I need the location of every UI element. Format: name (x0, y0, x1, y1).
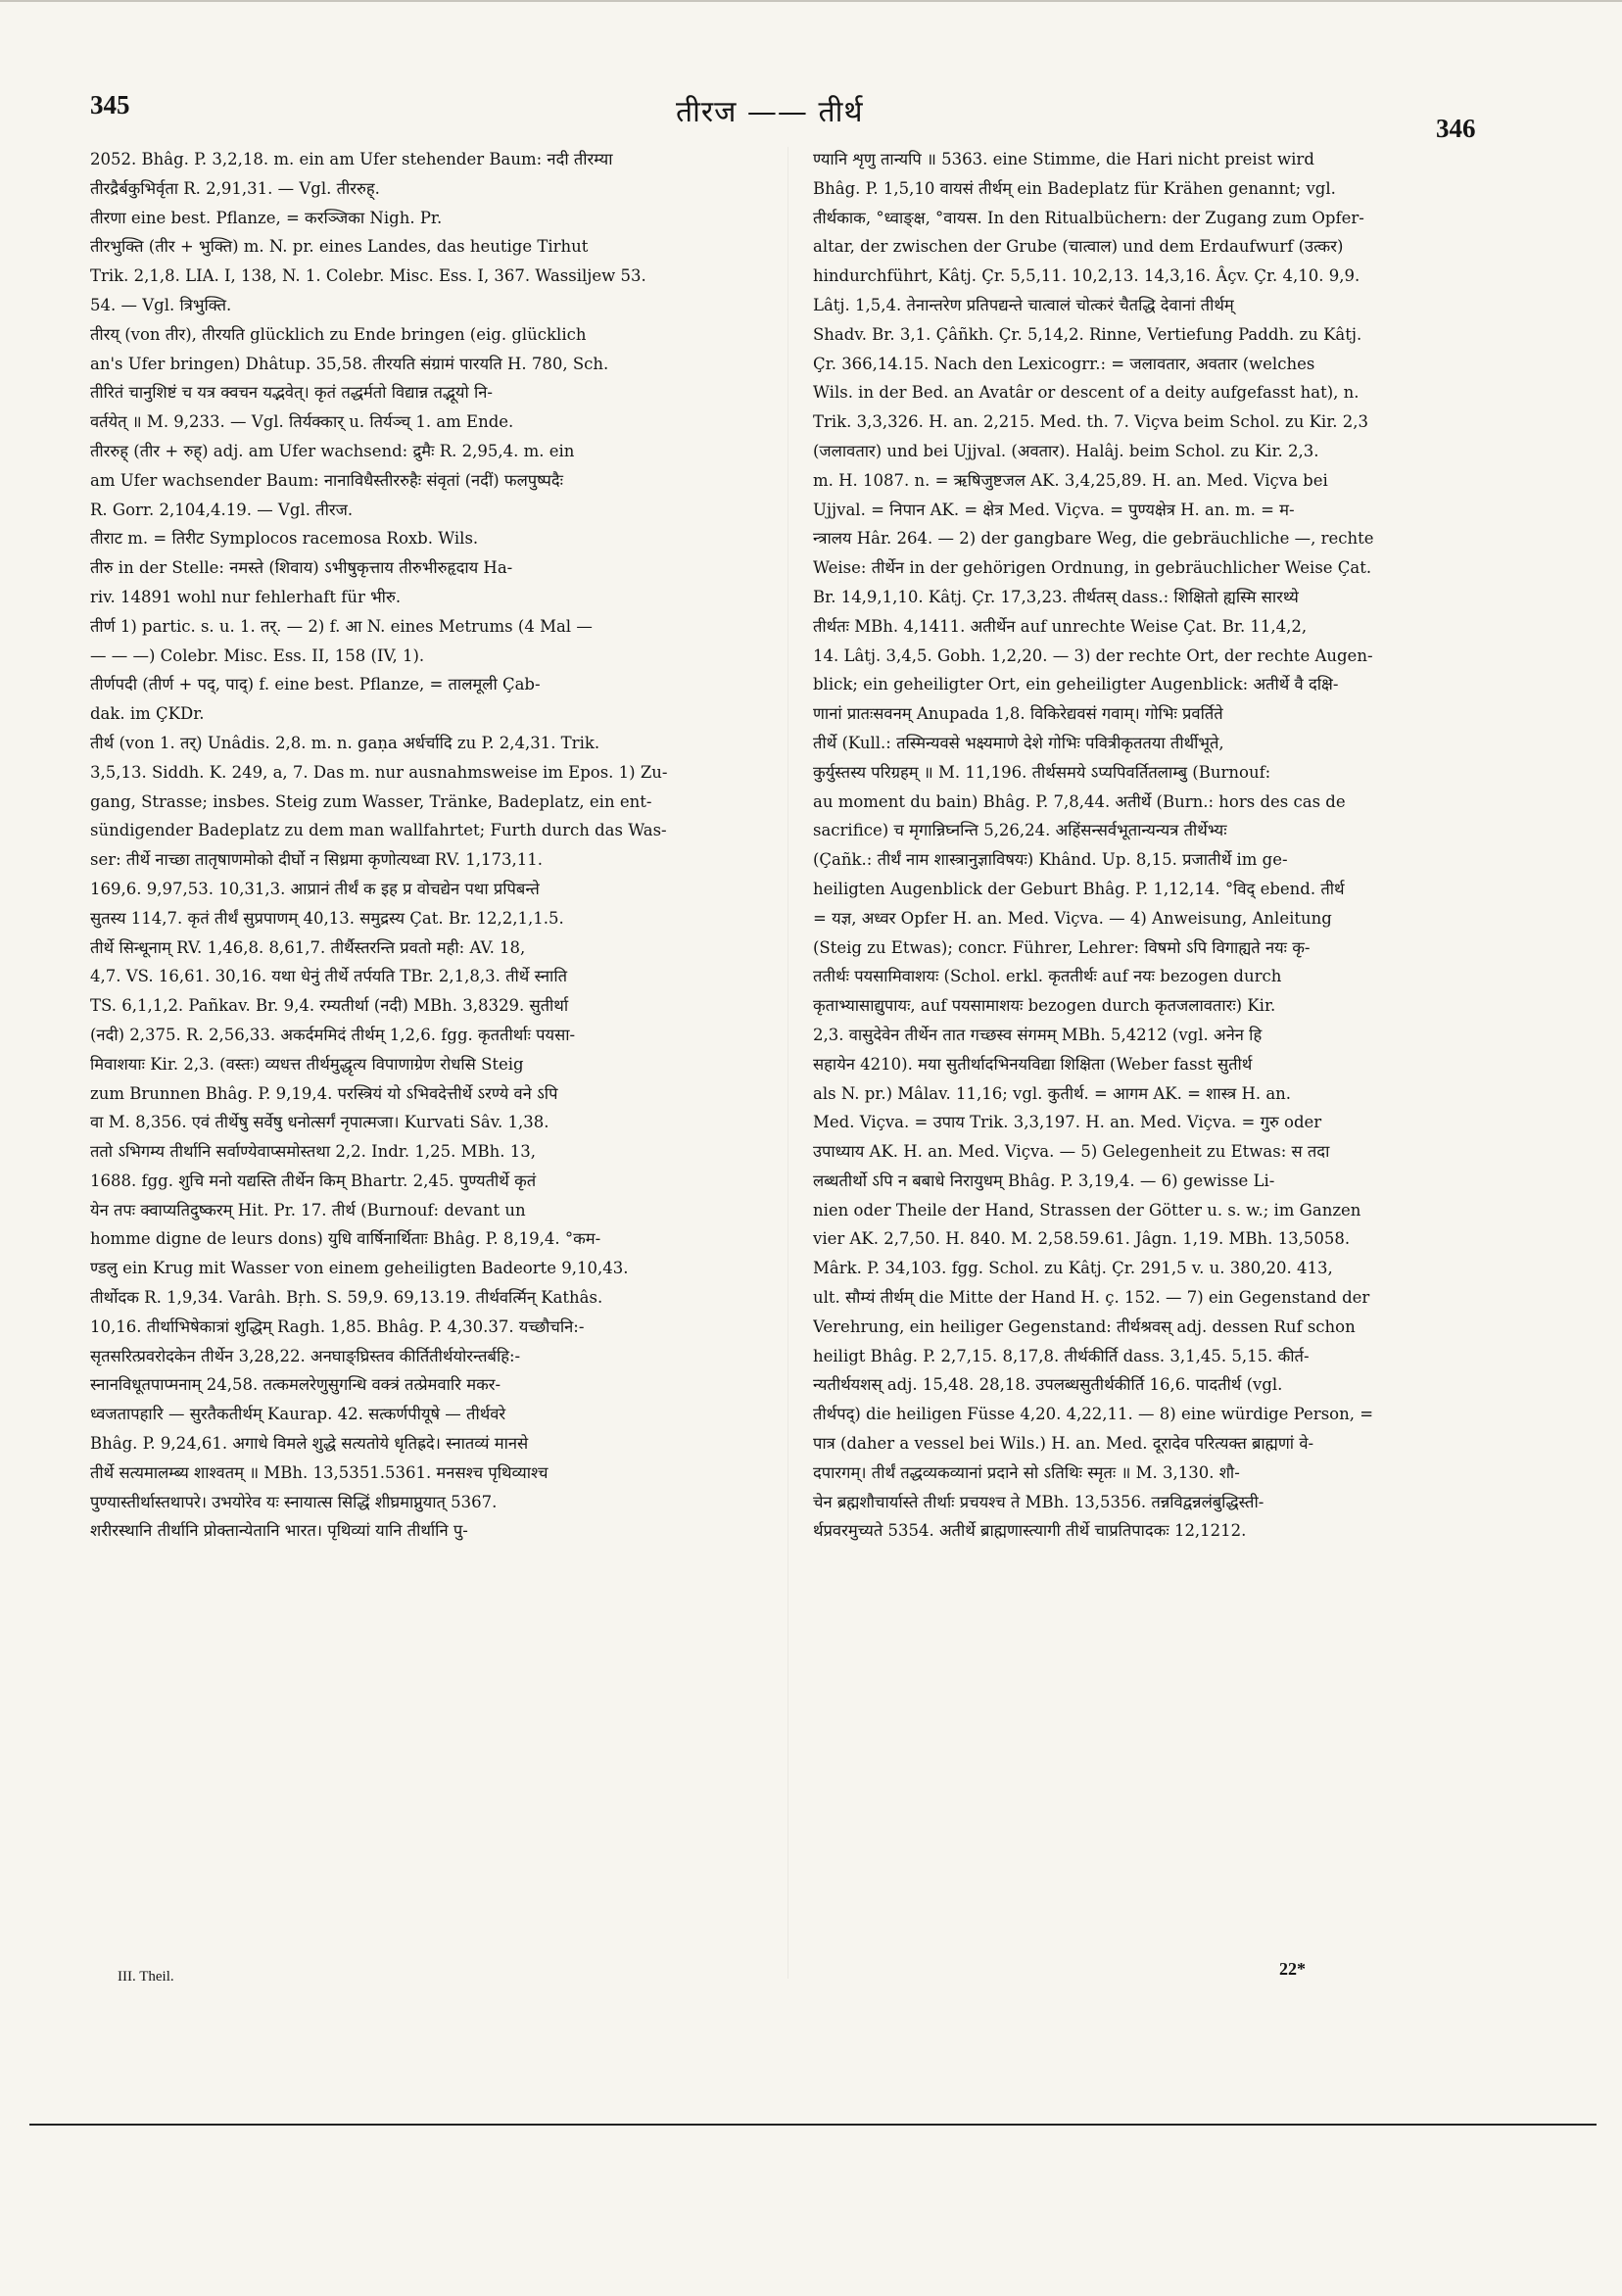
page-number-left: 345 (90, 90, 130, 120)
text-line: Trik. 3,3,326. H. an. 2,215. Med. th. 7. Viçva beim Schol. zu Kir. 2,3 (813, 412, 1369, 432)
text-line: वा M. 8,356. एवं तीर्थेषु सर्वेषु धनोत्सर्गं नृपात्मजा। Kurvati Sâv. 1,38. (90, 1113, 549, 1132)
text-line: Weise: तीर्थेन in der gehörigen Ordnung, in gebräuchlicher Weise Çat. (813, 558, 1372, 578)
text-line: m. H. 1087. n. = ऋषिजुष्टजल AK. 3,4,25,89. H. an. Med. Viçva bei (813, 470, 1328, 490)
text-line: Çr. 366,14.15. Nach den Lexicogrr.: = जलावतार, अवतार (welches (813, 354, 1315, 373)
text-line: Trik. 2,1,8. LIA. I, 138, N. 1. Colebr. Misc. Ess. I, 367. Wassiljew 53. (90, 266, 646, 286)
text-line: येन तपः क्वाप्यतिदुष्करम् Hit. Pr. 17. तीर्थ (Burnouf: devant un (90, 1200, 526, 1220)
text-line: Shadv. Br. 3,1. Çâñkh. Çr. 5,14,2. Rinne, Vertiefung Paddh. zu Kâtj. (813, 324, 1362, 344)
text-line: vier AK. 2,7,50. H. 840. M. 2,58.59.61. Jâgn. 1,19. MBh. 13,5058. (813, 1229, 1351, 1249)
text-line: ण्यानि शृणु तान्यपि ॥ 5363. eine Stimme, die Hari nicht preist wird (813, 150, 1314, 168)
text-line: blick; ein geheiligter Ort, ein geheiligter Augenblick: अतीर्थे वै दक्षि- (813, 675, 1339, 694)
text-line: णानां प्रातःसवनम् Anupada 1,8. विकिरेद्यवसं गवाम्। गोभिः प्रवर्तिते (813, 704, 1223, 724)
text-line: सृतसरित्प्रवरोदकेन तीर्थेन 3,28,22. अनघाङ्घ्रिस्तव कीर्तितीर्थयोरन्तर्बहि:- (90, 1346, 521, 1365)
text-line: शरीरस्थानि तीर्थानि प्रोक्तान्येतानि भारत। पृथिव्यां यानि तीर्थानि पु- (90, 1521, 468, 1541)
text-line: Ujjval. = निपान AK. = क्षेत्र Med. Viçva. = पुण्यक्षेत्र H. an. m. = म- (813, 500, 1295, 519)
text-line: न्यतीर्थयशस् adj. 15,48. 28,18. उपलब्धसुतीर्थकीर्ति 16,6. पादतीर्थ (vgl. (813, 1375, 1283, 1395)
text-line: — — —) Colebr. Misc. Ess. II, 158 (IV, 1). (90, 646, 425, 665)
text-line: R. Gorr. 2,104,4.19. — Vgl. तीरज. (90, 500, 354, 519)
text-line: पात्र (daher a vessel bei Wils.) H. an. Med. दूरादेव परित्यक्त ब्राह्मणां वे- (813, 1434, 1314, 1454)
text-line: कृताभ्यासाद्युपायः, auf पयसामाशयः bezogen durch कृतजलावतारः) Kir. (813, 996, 1276, 1016)
text-line: न्त्रालय Hâr. 264. — 2) der gangbare Weg, die gebräuchliche —, rechte (813, 529, 1374, 549)
text-line: nien oder Theile der Hand, Strassen der Götter u. s. w.; im Ganzen (813, 1200, 1361, 1220)
text-line: ततीर्थः पयसामिवाशयः (Schol. erkl. कृततीर्थः auf नयः bezogen durch (813, 967, 1282, 986)
text-line: तीर्थतः MBh. 4,1411. अतीर्थेन auf unrechte Weise Çat. Br. 11,4,2, (813, 616, 1308, 636)
text-line: dak. im ÇKDr. (90, 704, 205, 724)
text-line: तीरय् (von तीर), तीरयति glücklich zu Ende bringen (eig. glücklich (90, 324, 587, 344)
text-line: तीररुह् (तीर + रुह्) adj. am Ufer wachsend: द्रुमैः R. 2,95,4. m. ein (90, 441, 575, 460)
text-line: तीर्थोदक R. 1,9,34. Varâh. Bṛh. S. 59,9. 69,13.19. तीर्थवर्त्मिन् Kathâs. (90, 1288, 603, 1308)
text-line: (Steig zu Etwas); concr. Führer, Lehrer: विषमो ऽपि विगाह्यते नयः कृ- (813, 937, 1311, 957)
text-line: 10,16. तीर्थाभिषेकात्रां शुद्धिम् Ragh. 1,85. Bhâg. P. 4,30.37. यच्छौचनि:- (90, 1316, 585, 1336)
text-line: तीरभुक्ति (तीर + भुक्ति) m. N. pr. eines Landes, das heutige Tirhut (90, 237, 589, 257)
text-line: homme digne de leurs dons) युधि वार्षिनार्थिताः Bhâg. P. 8,19,4. °कम- (90, 1229, 601, 1249)
text-line: तीरणा eine best. Pflanze, = करञ्जिका Nigh. Pr. (90, 208, 443, 227)
text-line: ध्वजतापहारि — सुरतैकतीर्थम् Kaurap. 42. सत्कर्णपीयूषे — तीर्थवरे (90, 1405, 506, 1424)
page-header (0, 0, 1622, 147)
text-line: am Ufer wachsender Baum: नानाविधैस्तीररुहैः संवृतां (नदीं) फलपुष्पदैः (90, 470, 563, 490)
text-line: स्नानविधूतपाप्मनाम् 24,58. तत्कमलरेणुसुगन्धि वक्त्रं तत्प्रेमवारि मकर- (90, 1375, 501, 1395)
text-line: तीर्थकाक, °ध्वाङ्क्ष, °वायस. In den Ritualbüchern: der Zugang zum Opfer- (813, 208, 1364, 227)
left-column (90, 145, 756, 2006)
text-line: Verehrung, ein heiliger Gegenstand: तीर्थश्रवस् adj. dessen Ruf schon (813, 1316, 1356, 1336)
text-line: तीर्थे सिन्धूनाम् RV. 1,46,8. 8,61,7. तीर्थैस्तरन्ति प्रवतो मही: AV. 18, (90, 937, 526, 957)
text-line: au moment du bain) Bhâg. P. 7,8,44. अतीर्थे (Burn.: hors des cas de (813, 791, 1346, 811)
text-line: ser: तीर्थे नाच्छा तातृषाणमोको दीर्घो न सिध्रमा कृणोत्यध्वा RV. 1,173,11. (90, 850, 544, 870)
text-line: तीर्णपदी (तीर्ण + पद्, पाद्) f. eine best. Pflanze, = तालमूली Çab- (90, 675, 541, 694)
text-line: riv. 14891 wohl nur fehlerhaft für भीरु. (90, 587, 402, 606)
text-line: = यज्ञ, अध्वर Opfer H. an. Med. Viçva. — 4) Anweisung, Anleitung (813, 908, 1332, 928)
text-line: 1688. fgg. शुचि मनो यद्यस्ति तीर्थेन किम् Bhartr. 2,45. पुण्यतीर्थे कृतं (90, 1171, 537, 1190)
text-line: 3,5,13. Siddh. K. 249, a, 7. Das m. nur ausnahmsweise im Epos. 1) Zu- (90, 762, 668, 782)
text-line: (नदी) 2,375. R. 2,56,33. अकर्दममिदं तीर्थम् 1,2,6. fgg. कृततीर्थाः पयसा- (90, 1025, 576, 1044)
right-column (813, 145, 1489, 2006)
text-line: an's Ufer bringen) Dhâtup. 35,58. तीरयति संग्रामं पारयति H. 780, Sch. (90, 354, 609, 373)
text-line: तीर्थपद्) die heiligen Füsse 4,20. 4,22,11. — 8) eine würdige Person, = (813, 1405, 1374, 1424)
text-line: 2,3. वासुदेवेन तीर्थेन तात गच्छस्व संगमम् MBh. 5,4212 (vgl. अनेन हि (813, 1025, 1263, 1044)
text-line: ण्डलु ein Krug mit Wasser von einem geheiligten Badeorte 9,10,43. (90, 1259, 629, 1278)
text-line: 2052. Bhâg. P. 3,2,18. m. ein am Ufer stehender Baum: नदी तीरम्या (90, 150, 613, 168)
text-line: सुतस्य 114,7. कृतं तीर्थं सुप्रपाणम् 40,13. समुद्रस्य Çat. Br. 12,2,1,1.5. (90, 908, 564, 928)
text-line: तीर्ण 1) partic. s. u. 1. तर्. — 2) f. आ N. eines Metrums (4 Mal — (90, 616, 593, 636)
text-line: Lâtj. 1,5,4. तेनान्तरेण प्रतिपद्यन्ते चात्वालं चोत्करं चैतद्धि देवानां तीर्थम् (813, 295, 1234, 314)
text-line: ततो ऽभिगम्य तीर्थानि सर्वाण्येवाप्समोस्तथा 2,2. Indr. 1,25. MBh. 13, (90, 1142, 536, 1162)
text-line: gang, Strasse; insbes. Steig zum Wasser, Tränke, Badeplatz, ein ent- (90, 791, 652, 811)
text-line: 54. — Vgl. त्रिभुक्ति. (90, 295, 232, 314)
text-line: वर्तयेत् ॥ M. 9,233. — Vgl. तिर्यक्कार् u. तिर्यञ्च् 1. am Ende. (90, 412, 514, 432)
text-line: दपारगम्। तीर्थं तद्धव्यकव्यानां प्रदाने सो ऽतिथिः स्मृतः ॥ M. 3,130. शौ- (813, 1462, 1240, 1482)
text-line: Wils. in der Bed. an Avatâr or descent of a deity aufgefasst hat), n. (813, 383, 1360, 403)
running-title: तीरज —— तीर्थ (676, 95, 864, 129)
text-line: कुर्युस्तस्य परिग्रहम् ॥ M. 11,196. तीर्थसमये ऽप्यपिवर्तितलाम्बु (Burnouf: (813, 762, 1271, 782)
text-line: उपाध्याय AK. H. an. Med. Viçva. — 5) Gelegenheit zu Etwas: स तदा (813, 1142, 1330, 1162)
text-line: तीराट m. = तिरीट Symplocos racemosa Roxb. Wils. (90, 529, 479, 549)
text-line: altar, der zwischen der Grube (चात्वाल) und dem Erdaufwurf (उत्कर) (813, 237, 1344, 257)
sheet-signature: 22* (1279, 1959, 1306, 1979)
text-line: लब्धतीर्थो ऽपि न बबाधे निरायुधम् Bhâg. P. 3,19,4. — 6) gewisse Li- (813, 1171, 1275, 1190)
text-line: (Çañk.: तीर्थं नाम शास्त्रानुज्ञाविषयः) Khând. Up. 8,15. प्रजातीर्थे im ge- (813, 850, 1288, 870)
text-line: sacrifice) च मृगान्निघ्नन्ति 5,26,24. अहिंसन्सर्वभूतान्यन्यत्र तीर्थेभ्यः (813, 821, 1227, 840)
text-line: तीर्थे सत्यमालम्ब्य शाश्वतम् ॥ MBh. 13,5351.5361. मनसश्च पृथिव्याश्च (90, 1462, 549, 1482)
text-line: TS. 6,1,1,2. Pañkav. Br. 9,4. रम्यतीर्था (नदी) MBh. 3,8329. सुतीर्था (90, 996, 569, 1016)
text-line: zum Brunnen Bhâg. P. 9,19,4. परस्त्रियं यो ऽभिवदेत्तीर्थे ऽरण्ये वने ऽपि (90, 1083, 558, 1103)
text-line: heiligten Augenblick der Geburt Bhâg. P. 1,12,14. °विद् ebend. तीर्थ (813, 879, 1345, 898)
text-line: Br. 14,9,1,10. Kâtj. Çr. 17,3,23. तीर्थतस् dass.: शिक्षितो ह्यस्मि सारथ्ये (813, 587, 1299, 606)
text-line: Mârk. P. 34,103. fgg. Schol. zu Kâtj. Çr. 291,5 v. u. 380,20. 413, (813, 1259, 1333, 1278)
text-line: चेन ब्रह्मशौचार्यास्ते तीर्थाः प्रचयश्च ते MBh. 13,5356. तन्नविद्वन्नलंबुद्धिस्ती- (813, 1492, 1264, 1511)
page-number-right: 346 (1436, 114, 1476, 143)
text-line: सहायेन 4210). मया सुतीर्थादभिनयविद्या शिक्षिता (Weber fasst सुतीर्थ (813, 1054, 1253, 1074)
text-line: तीरु in der Stelle: नमस्ते (शिवाय) ऽभीषुकृत्ताय तीरुभीरुहृदाय Ha- (90, 558, 513, 578)
text-line: 14. Lâtj. 3,4,5. Gobh. 1,2,20. — 3) der rechte Ort, der rechte Augen- (813, 646, 1373, 665)
column-gutter (787, 147, 788, 1979)
text-line: sündigender Badeplatz zu dem man wallfahrtet; Furth durch das Was- (90, 821, 667, 840)
text-line: तीर्थे (Kull.: तस्मिन्यवसे भक्ष्यमाणे देशे गोभिः पवित्रीकृततया तीर्थीभूते, (813, 733, 1224, 752)
bottom-rule (29, 2124, 1597, 2126)
text-line: als N. pr.) Mâlav. 11,16; vgl. कुतीर्थ. = आगम AK. = शास्त्र H. an. (813, 1083, 1292, 1103)
text-line: Bhâg. P. 1,5,10 वायसं तीर्थम् ein Badeplatz für Krähen genannt; vgl. (813, 178, 1336, 198)
text-line: Bhâg. P. 9,24,61. अगाधे विमले शुद्धे सत्यतोये धृतिह्रदे। स्नातव्यं मानसे (90, 1434, 529, 1454)
text-line: र्थप्रवरमुच्यते 5354. अतीर्थे ब्राह्मणास्त्यागी तीर्थे चाप्रतिपादकः 12,1212. (813, 1521, 1247, 1541)
text-line: मिवाशयाः Kir. 2,3. (वस्तः) व्यधत्त तीर्थमुद्धृत्य विपाणाग्रेण रोधसि Steig (90, 1054, 524, 1074)
text-line: Med. Viçva. = उपाय Trik. 3,3,197. H. an. Med. Viçva. = गुरु oder (813, 1113, 1322, 1132)
text-line: hindurchführt, Kâtj. Çr. 5,5,11. 10,2,13. 14,3,16. Âçv. Çr. 4,10. 9,9. (813, 266, 1360, 286)
text-line: तीर्थ (von 1. तर्) Unâdis. 2,8. m. n. gaṇa अर्धर्चादि zu P. 2,4,31. Trik. (90, 733, 600, 752)
text-line: heiligt Bhâg. P. 2,7,15. 8,17,8. तीर्थकीर्ति dass. 3,1,45. 5,15. कीर्त- (813, 1346, 1310, 1365)
text-line: (जलावतार) und bei Ujjval. (अवतार). Halâj. beim Schol. zu Kir. 2,3. (813, 441, 1319, 460)
text-line: तीरितं चानुशिष्टं च यत्र क्वचन यद्भवेत्। कृतं तद्धर्मतो विद्यान्न तद्भूयो नि- (90, 383, 493, 403)
text-line: पुण्यास्तीर्थास्तथापरे। उभयोरेव यः स्नायात्स सिद्धिं शीघ्रमाप्नुयात् 5367. (90, 1492, 498, 1511)
text-line: 169,6. 9,97,53. 10,31,3. आप्रानं तीर्थं क इह प्र वोचद्येन पथा प्रपिबन्ते (90, 879, 540, 898)
text-line: तीरद्रैर्बकुभिर्वृता R. 2,91,31. — Vgl. तीररुह्. (90, 178, 380, 198)
volume-signature: III. Theil. (118, 1969, 174, 1985)
text-line: 4,7. VS. 16,61. 30,16. यथा धेनुं तीर्थे तर्पयति TBr. 2,1,8,3. तीर्थे स्नाति (90, 967, 568, 986)
text-line: ult. सौम्यं तीर्थम् die Mitte der Hand H. ç. 152. — 7) ein Gegenstand der (813, 1288, 1370, 1308)
